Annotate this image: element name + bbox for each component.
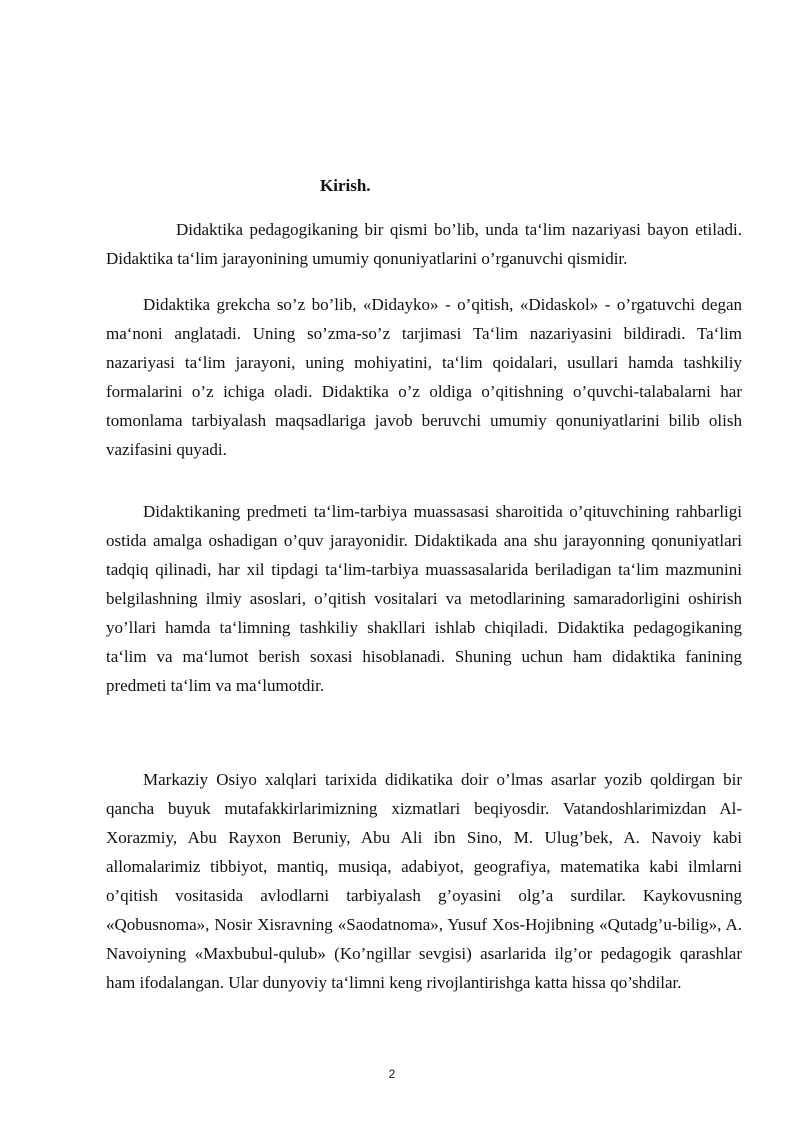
section-title: Kirish. — [320, 176, 371, 195]
paragraph-2: Didaktika grekcha so’z bo’lib, «Didayko» - o’qitish, «Didaskol» - o’rgatuvchi degan ma‘noni anglatadi. Uning so’zma-so’z tarjimasi Ta‘lim nazariyasini bildiradi. Ta‘lim nazariyasi ta‘lim jarayoni, uning mohiyatini, ta‘lim qoidalari, usullari hamda tashkiliy formalarini o’z ichiga oladi. Didaktika o’z oldiga o’qitishning o’quvchi-talabalarni har tomonlama tarbiyalash maqsadlariga javob beruvchi umumiy qonuniyatlarini bilib olish vazifasini quyadi. — [106, 295, 742, 459]
paragraph-4: Markaziy Osiyo xalqlari tarixida didikatika doir o’lmas asarlar yozib qoldirgan bir qancha buyuk mutafakkirlarimizning xizmatlari beqiyosdir. Vatandoshlarimizdan Al-Xorazmiy, Abu Rayxon Beruniy, Abu Ali ibn Sino, M. Ulug’bek, A. Navoiy kabi allomalarimiz tibbiyot, mantiq, musiqa, adabiyot, geografiya, matematika kabi ilmlarni o’qitish vositasida avlodlarni tarbiyalash g’oyasini olg’a surdilar. Kaykovusning «Qobusnoma», Nosir Xisravning «Saodatnoma», Yusuf Xos-Hojibning «Qutadg’u-bilig», A. Navoiyning «Maxbubul-qulub» (Ko’ngillar sevgisi) asarlarida ilg’or pedagogik qarashlar ham ifodalangan. Ular dunyoviy ta‘limni keng rivojlantirishga katta hissa qo’shdilar. — [106, 770, 742, 992]
paragraph-3: Didaktikaning predmeti ta‘lim-tarbiya muassasasi sharoitida o’qituvchining rahbarligi ostida amalga oshadigan o’quv jarayonidir. Didaktikada ana shu jarayonning qonuniyatlari tadqiq qilinadi, har xil tipdagi ta‘lim-tarbiya muassasalarida beriladigan ta‘lim mazmunini belgilashning ilmiy asoslari, o’qitish vositalari va metodlarining samaradorligini oshirish yo’llari hamda ta‘limning tashkiliy shakllari ishlab chiqiladi. Didaktika pedagogikaning ta‘lim va ma‘lumot berish soxasi hisoblanadi. Shuning uchun ham didaktika fanining predmeti ta‘lim va ma‘lumotdir. — [106, 502, 742, 695]
paragraph-1: Didaktika pedagogikaning bir qismi bo’lib, unda ta‘lim nazariyasi bayon etiladi. Didaktika ta‘lim jarayonining umumiy qonuniyatlarini o’rganuvchi qismidir. — [106, 220, 742, 268]
page-number: 2 — [388, 1067, 396, 1081]
